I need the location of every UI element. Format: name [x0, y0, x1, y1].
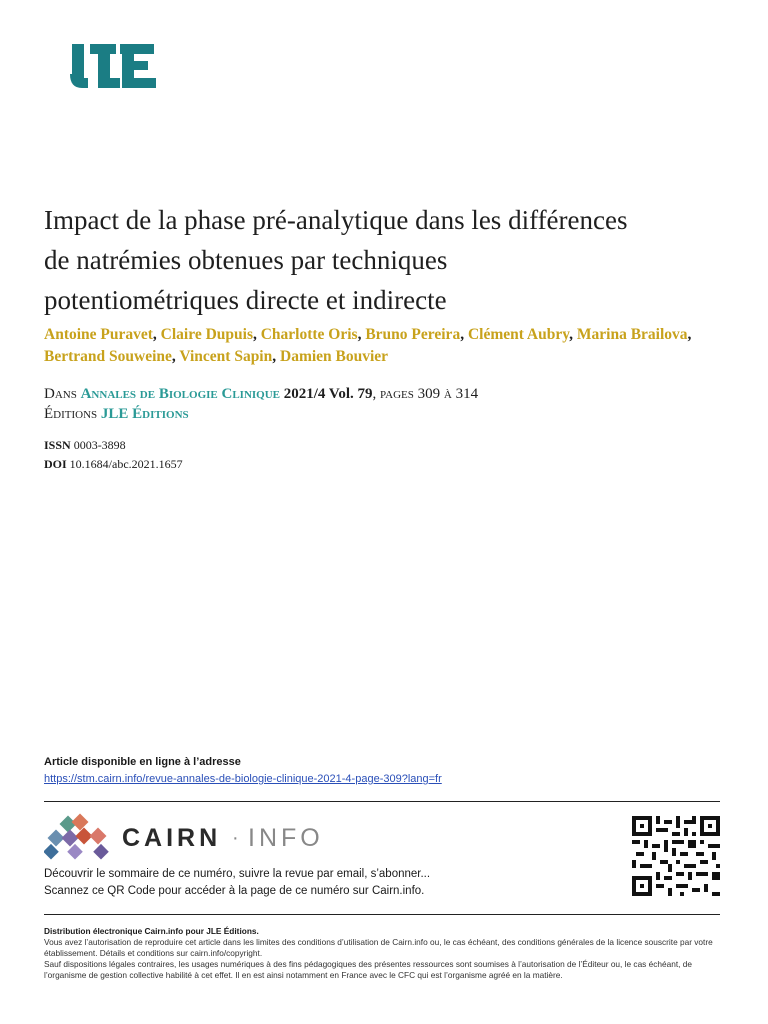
cairn-wordmark: CAIRN	[122, 824, 222, 852]
jle-logo	[70, 44, 156, 88]
legal-line: établissement. Détails et conditions sur cairn.info/copyright.	[44, 948, 263, 958]
publisher-line	[44, 404, 724, 424]
author-link[interactable]: Charlotte Oris	[260, 326, 358, 343]
availability-label: Article disponible en ligne à l’adresse	[44, 756, 241, 768]
page-range: , pages 309 à 314	[372, 386, 479, 402]
cairn-dot: ·	[232, 827, 239, 849]
author-link[interactable]: Marina Brailova	[576, 326, 688, 343]
author-link[interactable]: Claire Dupuis	[160, 326, 253, 343]
author-separator: ,	[687, 326, 692, 343]
author-separator: ,	[357, 326, 366, 343]
author-link[interactable]: Vincent Sapin	[179, 348, 273, 365]
identifiers	[44, 436, 183, 474]
publisher-link[interactable]: JLE Éditions	[100, 406, 189, 422]
qr-code-icon[interactable]	[632, 816, 720, 896]
author-separator: ,	[171, 348, 180, 365]
in-label: Dans	[44, 386, 77, 402]
cairn-diamonds-icon	[44, 814, 109, 860]
title-line: Impact de la phase pré-analytique dans les différences	[44, 205, 628, 235]
editions-label: Éditions	[44, 406, 98, 422]
author-link[interactable]: Bruno Pereira	[365, 326, 461, 343]
author-list	[44, 324, 724, 368]
journal-line	[44, 384, 724, 404]
legal-heading: Distribution électronique Cairn.info pour JLE Éditions.	[44, 926, 259, 936]
legal-line: Sauf dispositions légales contraires, les usages numériques à des fins pédagogiques des présentes ressources sont soumises à l’autorisation de l’Éditeur ou, le cas échéant, de	[44, 959, 692, 969]
author-separator: ,	[252, 326, 261, 343]
publication-info	[44, 384, 724, 424]
legal-notice	[44, 926, 720, 981]
cta-line: Découvrir le sommaire de ce numéro, suivre la revue par email, s’abonner...	[44, 868, 431, 880]
author-link[interactable]: Bertrand Souweine	[44, 348, 172, 365]
article-url-link[interactable]: https://stm.cairn.info/revue-annales-de-biologie-clinique-2021-4-page-309?lang=fr	[44, 773, 442, 785]
divider-bottom	[44, 914, 720, 915]
doi-line	[44, 455, 183, 474]
title-line: de natrémies obtenues par techniques	[44, 245, 448, 275]
legal-line: l’organisme de gestion collective habilité à cet effet. Il en est ainsi notamment en France avec le CFC qui est l’organisme agréé en la matière.	[44, 970, 563, 980]
cairn-suffix: INFO	[248, 824, 324, 852]
title-line: potentiométriques directe et indirecte	[44, 285, 447, 315]
jle-logo-text: JLE	[70, 44, 72, 45]
legal-line: Vous avez l’autorisation de reproduire cet article dans les limites des conditions d’utilisation de Cairn.info ou, le cas échéant, des conditions générales de la licence souscrite par votre	[44, 937, 713, 947]
cairn-logo[interactable]	[44, 812, 334, 862]
author-separator: ,	[272, 348, 280, 365]
author-link[interactable]: Antoine Puravet	[44, 326, 153, 343]
author-separator: ,	[152, 326, 161, 343]
doi-label: DOI	[44, 457, 67, 471]
author-link[interactable]: Clément Aubry	[467, 326, 570, 343]
issn-line	[44, 436, 183, 455]
author-separator: ,	[460, 326, 468, 343]
journal-link[interactable]: Annales de Biologie Clinique	[80, 386, 281, 402]
issn-label: ISSN	[44, 438, 71, 452]
availability-section	[44, 754, 442, 788]
article-title	[44, 200, 724, 320]
cairn-cta	[44, 866, 430, 900]
author-link[interactable]: Damien Bouvier	[280, 348, 389, 365]
issn-value: 0003-3898	[73, 438, 126, 452]
divider-top	[44, 801, 720, 802]
issue-info: 2021/4 Vol. 79	[283, 386, 373, 402]
doi-value: 10.1684/abc.2021.1657	[69, 457, 183, 471]
author-separator: ,	[569, 326, 577, 343]
cta-line: Scannez ce QR Code pour accéder à la page de ce numéro sur Cairn.info.	[44, 885, 425, 897]
